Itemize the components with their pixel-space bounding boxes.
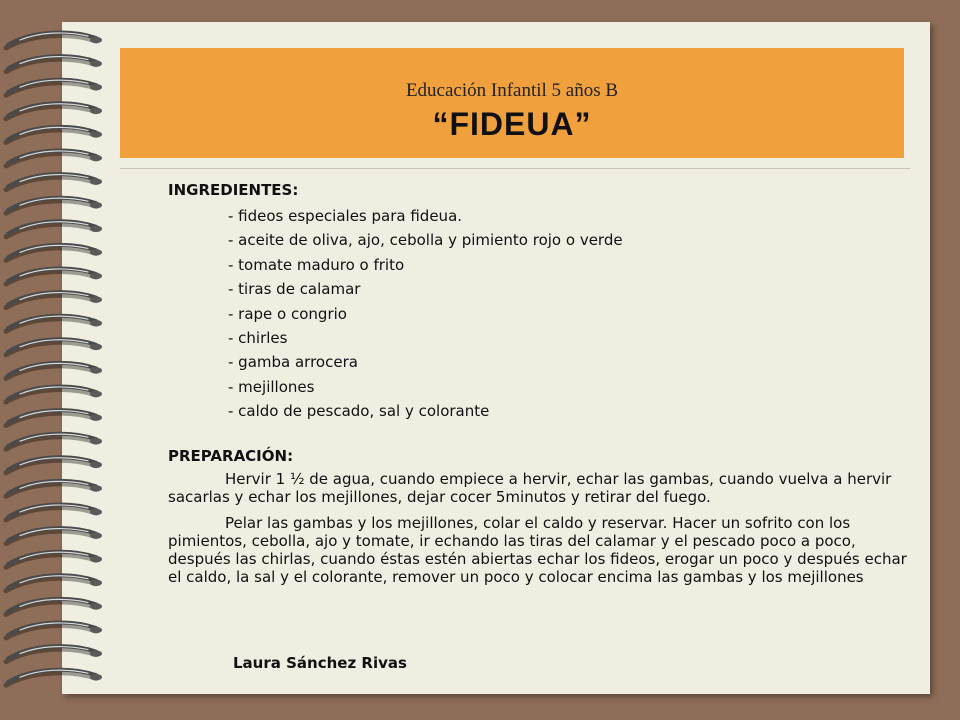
spiral-hole — [90, 202, 102, 208]
spiral-hole — [90, 226, 102, 232]
spiral-binding-icon — [0, 0, 120, 720]
title-banner — [120, 48, 904, 158]
spiral-hole — [90, 603, 102, 609]
preparation-paragraph: Pelar las gambas y los mejillones, colar el caldo y reservar. Hacer un sofrito con los pimientos, cebolla, ajo y tomate, ir echando las tiras del calamar y el pescado poco a poco, después las chirlas, cuando éstas estén abiertas echar los fideos, erogar un poco y después echar el caldo, la sal y el colorante, remover un poco y colocar encima las gambas y los mejillones — [168, 513, 907, 586]
spiral-hole — [90, 509, 102, 515]
recipe-content — [168, 180, 908, 586]
spiral-hole — [90, 391, 102, 397]
page-subtitle: Educación Infantil 5 años B — [405, 80, 619, 101]
spiral-hole — [90, 532, 102, 538]
spiral-hole — [90, 627, 102, 633]
spiral-hole — [90, 367, 102, 373]
list-item: - gamba arrocera — [228, 353, 358, 372]
page-title: “FIDEUA” — [432, 106, 592, 142]
list-item: - caldo de pescado, sal y colorante — [228, 402, 490, 421]
spiral-hole — [90, 155, 102, 161]
section-gap — [168, 424, 908, 446]
spiral-hole — [90, 462, 102, 468]
preparation-heading: PREPARACIÓN: — [168, 446, 294, 465]
spiral-hole — [90, 556, 102, 562]
spiral-hole — [90, 650, 102, 656]
preparation-paragraph: Hervir 1 ½ de agua, cuando empiece a hervir, echar las gambas, cuando vuelva a hervir sacarlas y echar los mejillones, dejar cocer 5minutos y retirar del fuego. — [168, 469, 892, 506]
list-item: - tomate maduro o frito — [228, 255, 405, 274]
divider — [120, 168, 910, 169]
spiral-hole — [90, 37, 102, 43]
spiral-hole — [90, 131, 102, 137]
spiral-hole — [90, 414, 102, 420]
spiral-hole — [90, 273, 102, 279]
spiral-hole — [90, 108, 102, 114]
spiral-hole — [90, 178, 102, 184]
author-name: Laura Sánchez Rivas — [233, 654, 407, 672]
ingredients-list — [168, 204, 908, 424]
spiral-hole — [90, 320, 102, 326]
ingredients-heading: INGREDIENTES: — [168, 181, 299, 199]
list-item: - fideos especiales para fideua. — [228, 207, 463, 225]
spiral-hole — [90, 84, 102, 90]
spiral-hole — [90, 485, 102, 491]
list-item: - aceite de oliva, ajo, cebolla y pimiento rojo o verde — [228, 231, 623, 250]
spiral-hole — [90, 60, 102, 66]
list-item: - tiras de calamar — [228, 280, 361, 299]
list-item: - chirles — [228, 328, 288, 347]
spiral-hole — [90, 580, 102, 586]
list-item: - mejillones — [228, 377, 315, 396]
spiral-hole — [90, 674, 102, 680]
spiral-hole — [90, 438, 102, 444]
list-item: - rape o congrio — [228, 304, 347, 323]
spiral-hole — [90, 344, 102, 350]
spiral-hole — [90, 249, 102, 255]
spiral-hole — [90, 296, 102, 302]
